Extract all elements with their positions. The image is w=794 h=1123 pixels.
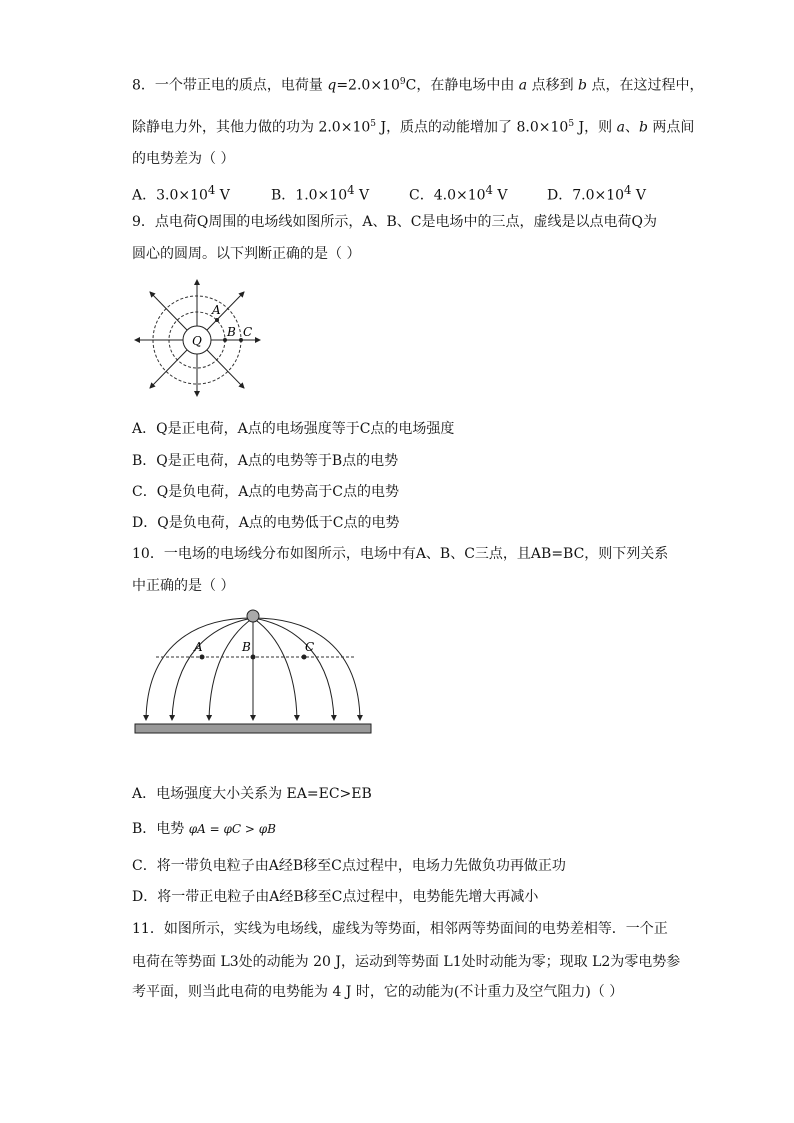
q9-option-b: B．Q是正电荷，A点的电势等于B点的电势 — [132, 453, 399, 469]
q9-point-a — [215, 318, 219, 322]
q11-line1: 11．如图所示，实线为电场线，虚线为等势面，相邻两等势面间的电势差相等．一个正 — [132, 921, 668, 937]
q9-option-d: D．Q是负电荷，A点的电势低于C点的电势 — [132, 515, 400, 531]
q11-line3: 考平面，则当此电荷的电势能为 4 J 时，它的动能为(不计重力及空气阻力)（ ） — [132, 984, 624, 1000]
q8-option-b: B．$1.0\times 10^4$ V — [271, 183, 370, 204]
q10-option-d: D．将一带正电粒子由A经B移至C点过程中，电势能先增大再减小 — [132, 889, 539, 905]
q10-label-a: A — [194, 640, 203, 654]
q11-line2: 电荷在等势面 L3处的动能为 20 J，运动到等势面 L1处时动能为零；现取 L2为零电势参 — [132, 954, 681, 970]
q9-label-c: C — [243, 325, 253, 339]
q8-option-d: D．$7.0\times 10^4$ V — [547, 183, 647, 204]
q10-option-a: A．电场强度大小关系为 EA=EC>EB — [132, 786, 372, 802]
q10-source-sphere — [247, 610, 259, 622]
q9-label-a: A — [212, 303, 221, 317]
q10-point-a — [200, 655, 205, 660]
q9-option-a: A．Q是正电荷，A点的电场强度等于C点的电场强度 — [132, 421, 455, 437]
q10-label-c: C — [305, 640, 315, 654]
q8-line2: 除静电力外，其他力做的功为 $2.0\times 10^5$ J，质点的动能增加了 $8.0\times 10^5$ J，则 a、b 两点间 — [132, 119, 695, 136]
q9-line1: 9．点电荷Q周围的电场线如图所示，A、B、C是电场中的三点，虚线是以点电荷Q为 — [132, 214, 657, 230]
q10-point-b — [251, 655, 256, 660]
q10-point-c — [302, 655, 307, 660]
q10-option-b: B．电势 φA = φC > φB — [132, 821, 276, 837]
q8-option-a: A．$3.0\times 10^4$ V — [132, 183, 230, 204]
q10-label-b: B — [242, 640, 251, 654]
q10-line1: 10．一电场的电场线分布如图所示，电场中有A、B、C三点，且AB=BC，则下列关系 — [132, 546, 669, 562]
q10-grounded-plate — [135, 724, 371, 733]
q10-field-curves — [146, 618, 360, 720]
q8-option-c: C．$4.0\times 10^4$ V — [409, 183, 508, 204]
q9-option-c: C．Q是负电荷，A点的电势高于C点的电势 — [132, 484, 400, 500]
q8-line1: 8．一个带正电的质点，电荷量 $q=2.0\times 10^9C$，在静电场中由 a 点移到 b 点，在这过程中， — [132, 77, 704, 94]
q9-line2: 圆心的圆周。以下判断正确的是（ ） — [132, 246, 361, 262]
q10-option-c: C．将一带负电粒子由A经B移至C点过程中，电场力先做负功再做正功 — [132, 858, 566, 874]
q9-figure-point-charge-field — [132, 278, 272, 398]
q8-line3: 的电势差为（ ） — [132, 151, 235, 167]
q9-label-q: Q — [192, 334, 202, 348]
q10-figure-field-lines — [132, 608, 377, 736]
q10-line2: 中正确的是（ ） — [132, 578, 235, 594]
q9-label-b: B — [227, 325, 236, 339]
